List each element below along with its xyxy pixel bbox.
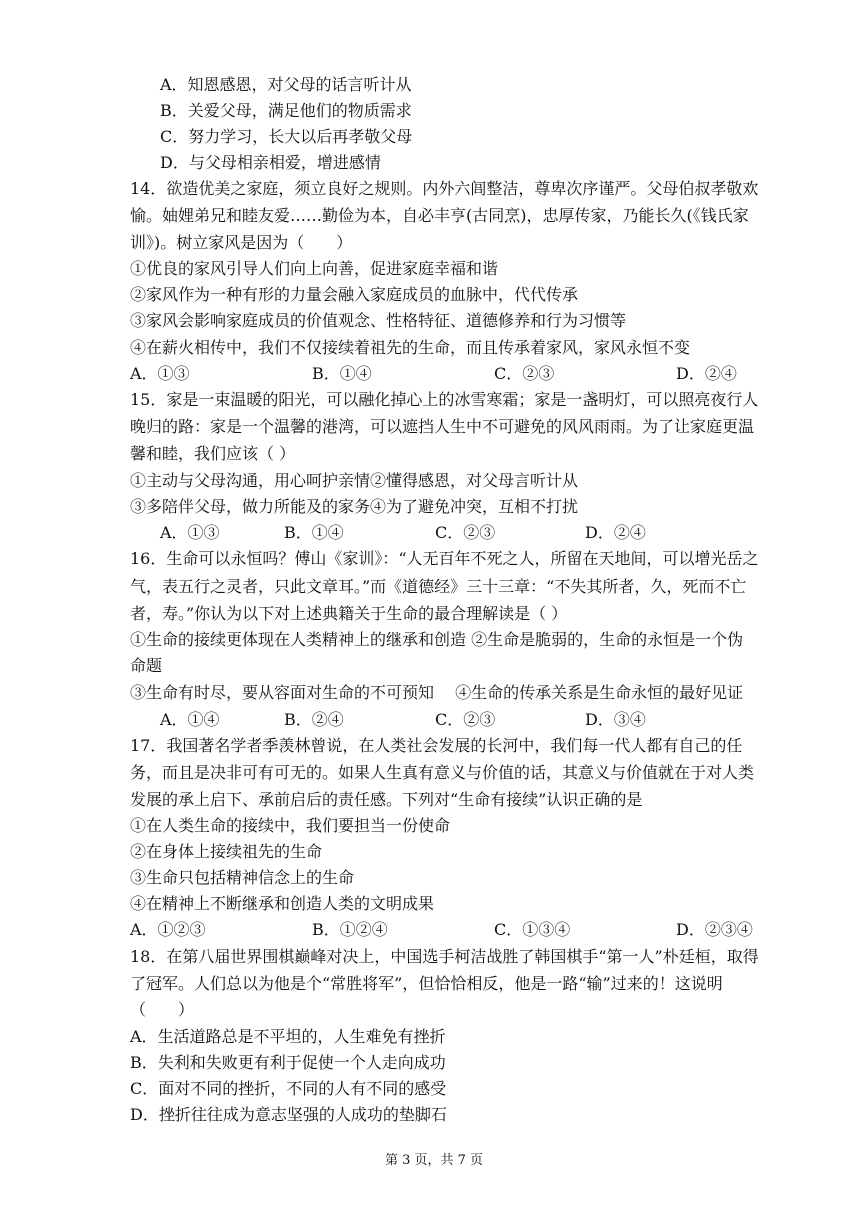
q16-stem-line-1: 16．生命可以永恒吗？傅山《家训》：“人无百年不死之人，所留在天地间，可以增光岳之 [130, 549, 759, 568]
q17-option-b: B．①②④ [312, 920, 388, 939]
q14-option-a: A．①③ [130, 364, 190, 383]
q17-item-2: ②在身体上接续祖先的生命 [130, 842, 323, 861]
q18-option-d: D．挫折往往成为意志坚强的人成功的垫脚石 [130, 1105, 447, 1124]
q17-option-a: A．①②③ [130, 920, 206, 939]
q15-item-1: ①主动与父母沟通，用心呵护亲情②懂得感恩，对父母言听计从 [130, 471, 579, 490]
q15-stem-line-1: 15．家是一束温暖的阳光，可以融化掉心上的冰雪寒霜；家是一盏明灯，可以照亮夜行人 [130, 390, 759, 409]
q15-option-b: B．①④ [284, 523, 344, 542]
q14-item-4: ④在薪火相传中，我们不仅接续着祖先的生命，而且传承着家风，家风永恒不变 [130, 338, 691, 357]
q18-option-b: B．失利和失败更有利于促使一个人走向成功 [130, 1053, 446, 1072]
q16-option-c: C．②③ [435, 710, 496, 729]
q16-stem-line-2: 气，表五行之灵者，只此文章耳。”而《道德经》三十三章：“不失其所者，久，死而不亡 [130, 577, 747, 596]
q17-item-3: ③生命只包括精神信念上的生命 [130, 868, 355, 887]
q14-option-c: C．②③ [494, 364, 555, 383]
q17-stem-line-1: 17．我国著名学者季羡林曾说，在人类社会发展的长河中，我们每一代人都有自己的任 [130, 736, 743, 755]
q16-option-b: B．②④ [284, 710, 344, 729]
q16-option-a: A．①④ [160, 710, 220, 729]
q14-item-1: ①优良的家风引导人们向上向善，促进家庭幸福和谐 [130, 259, 499, 278]
q15-stem-line-3: 馨和睦，我们应该（ ） [130, 444, 296, 463]
q17-option-d: D．②③④ [676, 920, 753, 939]
q15-item-2: ③多陪伴父母，做力所能及的家务④为了避免冲突，互相不打扰 [130, 497, 579, 516]
q16-stem-line-3: 者，寿。”你认为以下对上述典籍关于生命的最合理解读是（ ） [130, 604, 568, 623]
q14-stem-line-1: 14．欲造优美之家庭，须立良好之规则。内外六闾整洁，尊卑次序谨严。父母伯叔孝敬欢 [130, 179, 759, 198]
q16-item-2: ③生命有时尽，要从容面对生命的不可预知 ④生命的传承关系是生命永恒的最好见证 [130, 683, 744, 702]
q17-item-1: ①在人类生命的接续中，我们要担当一份使命 [130, 816, 451, 835]
q14-option-d: D．②④ [676, 364, 737, 383]
q14-stem-line-2: 愉。妯娌弟兄和睦友爱……勤俭为本，自必丰亨(古同烹)，忠厚传家，乃能长久(《钱氏家 [130, 206, 749, 225]
q18-option-c: C．面对不同的挫折，不同的人有不同的感受 [130, 1079, 447, 1098]
q17-stem-line-2: 务，而且是决非可有可无的。如果人生真有意义与价值的话，其意义与价值就在于对人类 [130, 763, 755, 782]
q18-stem-line-2: 了冠军。人们总以为他是个“常胜将军”，但恰恰相反，他是一路“输”过来的！这说明 [130, 974, 723, 993]
q14-item-3: ③家风会影响家庭成员的价值观念、性格特征、道德修养和行为习惯等 [130, 311, 627, 330]
q14-item-2: ②家风作为一种有形的力量会融入家庭成员的血脉中，代代传承 [130, 285, 579, 304]
q14-stem-line-3: 训》)。树立家风是因为（ ） [130, 233, 353, 252]
q15-option-a: A．①③ [160, 523, 220, 542]
q16-item-1-cont: 命题 [130, 656, 163, 675]
page-footer: 第 3 页，共 7 页 [384, 1153, 484, 1168]
q16-item-1: ①生命的接续更体现在人类精神上的继承和创造 ②生命是脆弱的，生命的永恒是一个伪 [130, 630, 744, 649]
q13-option-c: C．努力学习，长大以后再孝敬父母 [160, 127, 413, 146]
q17-option-c: C．①③④ [494, 920, 571, 939]
q18-stem-line-1: 18．在第八届世界围棋巅峰对决上，中国选手柯洁战胜了韩国棋手“第一人”朴廷桓，取得 [130, 947, 759, 966]
q14-option-b: B．①④ [312, 364, 372, 383]
q15-option-d: D．②④ [585, 523, 646, 542]
q18-option-a: A．生活道路总是不平坦的，人生难免有挫折 [130, 1027, 446, 1046]
q16-option-d: D．③④ [585, 710, 646, 729]
q13-option-a: A．知恩感恩，对父母的话言听计从 [160, 75, 412, 94]
q17-item-4: ④在精神上不断继承和创造人类的文明成果 [130, 894, 435, 913]
q18-stem-line-3: （ ） [130, 1000, 195, 1019]
q13-option-d: D．与父母相亲相爱，增进感情 [160, 153, 381, 172]
q15-option-c: C．②③ [435, 523, 496, 542]
q17-stem-line-3: 发展的承上启下、承前启后的责任感。下列对“生命有接续”认识正确的是 [130, 790, 643, 809]
q13-option-b: B．关爱父母，满足他们的物质需求 [160, 101, 412, 120]
q15-stem-line-2: 晚归的路：家是一个温馨的港湾，可以遮挡人生中不可避免的风风雨雨。为了让家庭更温 [130, 417, 755, 436]
